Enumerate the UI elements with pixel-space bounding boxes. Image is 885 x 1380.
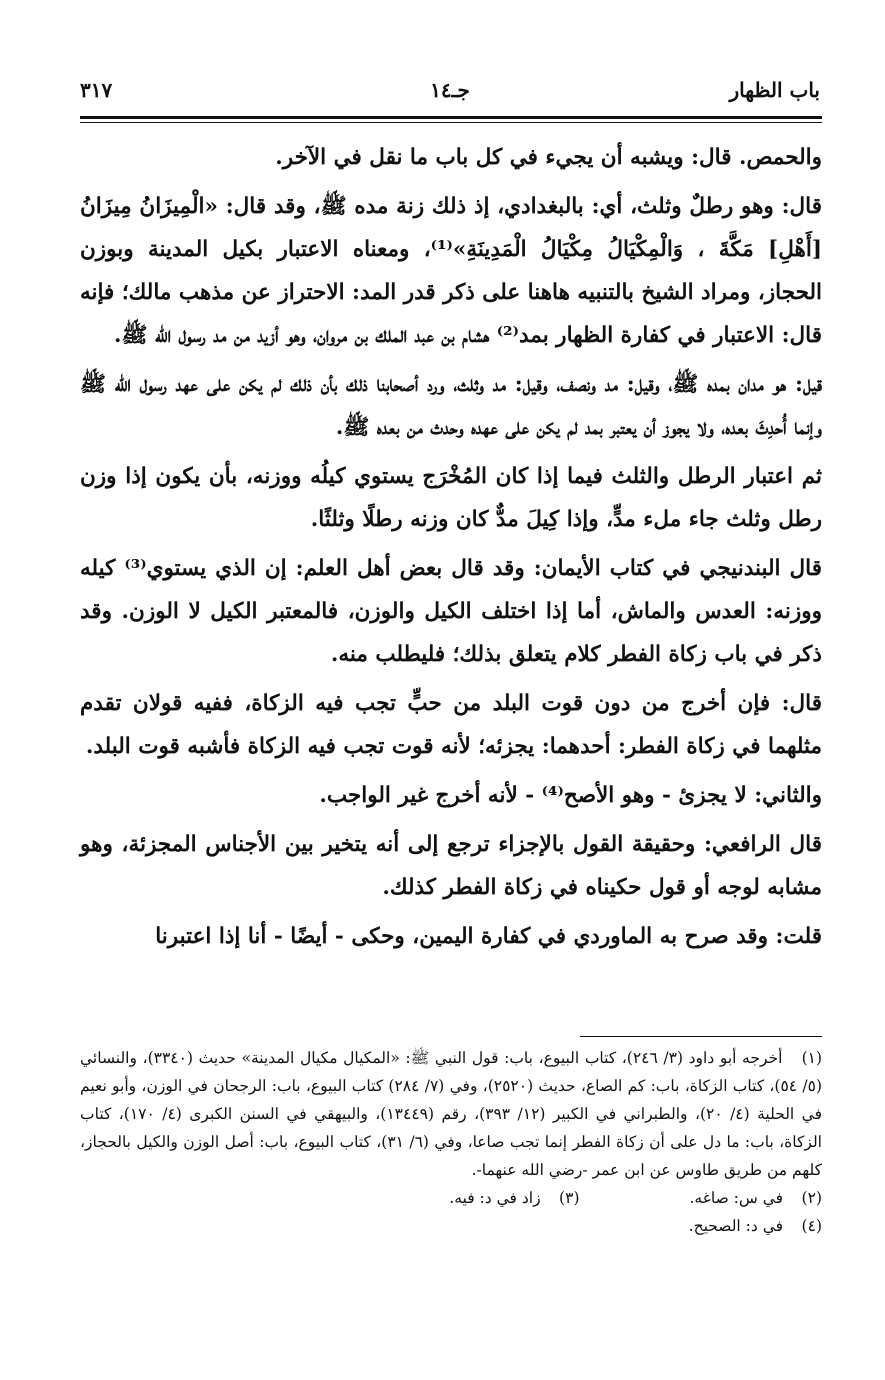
footnote-1-text: أخرجه أبو داود (٣/ ٢٤٦)، كتاب البيوع، باب: قول النبي ﷺ: «المكيال مكيال المدينة» حديث (٣٣٤٠)، والنسائي (٥/ ٥٤)، كتاب الزكاة، باب: كم الصاع، حديث (٢٥٢٠)، وفي (٧/ ٢٨٤) كتاب البيوع، باب: الرجحان في الوزن، وأبو نعيم في الحلية (٤/ ٢٠)، والطبراني في الكبير (١٢/ ٣٩٣)، رقم (١٣٤٤٩)، والبيهقي في السنن الكبرى (٤/ ١٧٠)، كتاب الزكاة، باب: ما دل على أن زكاة الفطر إنما تجب صاعا، وفي (٦/ ٣١)، كتاب البيوع، باب: أصل الوزن والكيل بالحجاز، كلهم من طريق طاوس عن ابن عمر -رضي الله عنهما-. (80, 1049, 823, 1179)
running-header (80, 78, 820, 112)
header-rule-thick (80, 116, 822, 119)
footnote-1 (80, 1044, 822, 1184)
paragraph-5: قال البندنيجي في كتاب الأيمان: وقد قال بعض أهل العلم: إن الذي يستوي⁽³⁾ كيله ووزنه: العدس والماش، أما إذا اختلف الكيل والوزن، فالمعتبر الكيل لا الوزن. وقد ذكر في باب زكاة الفطر كلام يتعلق بذلك؛ فليطلب منه. (80, 556, 822, 667)
footnote-2 (690, 1184, 823, 1212)
footnote-3 (449, 1184, 579, 1212)
footnote-3-text: زاد في د: فيه. (449, 1189, 541, 1207)
footnote-separator (580, 1036, 822, 1037)
main-text (80, 136, 822, 964)
paragraph-7: والثاني: لا يجزئ - وهو الأصح⁽⁴⁾ - لأنه أخرج غير الواجب. (319, 783, 822, 808)
footnote-2-text: في س: صاغه. (689, 1189, 784, 1207)
paragraph-3: قيل: هو مدان بمده ﷺ، وقيل: مد ونصف، وقيل: مد وثلث، ورد أصحابنا ذلك بأن ذلك لم يكن على عهد رسول الله ﷺ وإنما أُحدِثَ بعده، ولا يجوز أن يعتبر بمد لم يكن على عهده وحدث من بعده ﷺ. (80, 372, 822, 440)
chapter-title: باب الظهار (729, 78, 820, 102)
paragraph-8: قال الرافعي: وحقيقة القول بالإجزاء ترجع إلى أنه يتخير بين الأجناس المجزئة، وهو مشابه لوجه أو قول حكيناه في زكاة الفطر كذلك. (80, 832, 822, 900)
paragraph-2: قال: وهو رطلٌ وثلث، أي: بالبغدادي، إذ ذلك زنة مده ﷺ، وقد قال: «الْمِيزَانُ مِيزَانُ [أَهْلِ] مَكَّةَ ، وَالْمِكْيَالُ مِكْيَالُ الْمَدِينَةِ»⁽¹⁾، ومعناه الاعتبار بكيل المدينة وبوزن الحجاز، ومراد الشيخ بالتنبيه هاهنا على ذكر قدر المد: الاحتراز عن مذهب مالك؛ فإنه قال: الاعتبار في كفارة الظهار بمد⁽²⁾ هشام بن عبد الملك بن مروان، وهو أزيد من مد رسول الله ﷺ. (80, 194, 822, 348)
footnote-4-number: (٤) (801, 1217, 822, 1235)
paragraph-9: قلت: وقد صرح به الماوردي في كفارة اليمين، وحكى - أيضًا - أنا إذا اعتبرنا (155, 924, 822, 949)
footnote-2-number: (٢) (801, 1189, 822, 1207)
page-number: ٣١٧ (80, 78, 113, 102)
header-rule-thin (80, 122, 822, 123)
footnotes (80, 1044, 822, 1240)
footnote-4-text: في د: الصحيح. (688, 1217, 784, 1235)
paragraph-4: ثم اعتبار الرطل والثلث فيما إذا كان المُخْرَج يستوي كيلُه ووزنه، بأن يكون إذا وزن رطل وثلث جاء ملء مدٍّ، وإذا كِيلَ مدٌّ كان وزنه رطلًا وثلثًا. (80, 464, 822, 532)
paragraph-6: قال: فإن أخرج من دون قوت البلد من حبٍّ تجب فيه الزكاة، ففيه قولان تقدم مثلهما في زكاة الفطر: أحدهما: يجزئه؛ لأنه قوت تجب فيه الزكاة فأشبه قوت البلد. (80, 691, 822, 759)
footnote-1-number: (١) (801, 1049, 823, 1067)
paragraph-1: والحمص. قال: ويشبه أن يجيء في كل باب ما نقل في الآخر. (275, 145, 822, 170)
footnote-4 (80, 1212, 822, 1240)
footnote-3-number: (٣) (559, 1189, 580, 1207)
volume-label: جـ١٤ (430, 78, 470, 102)
footnote-row-2-3 (80, 1184, 822, 1212)
